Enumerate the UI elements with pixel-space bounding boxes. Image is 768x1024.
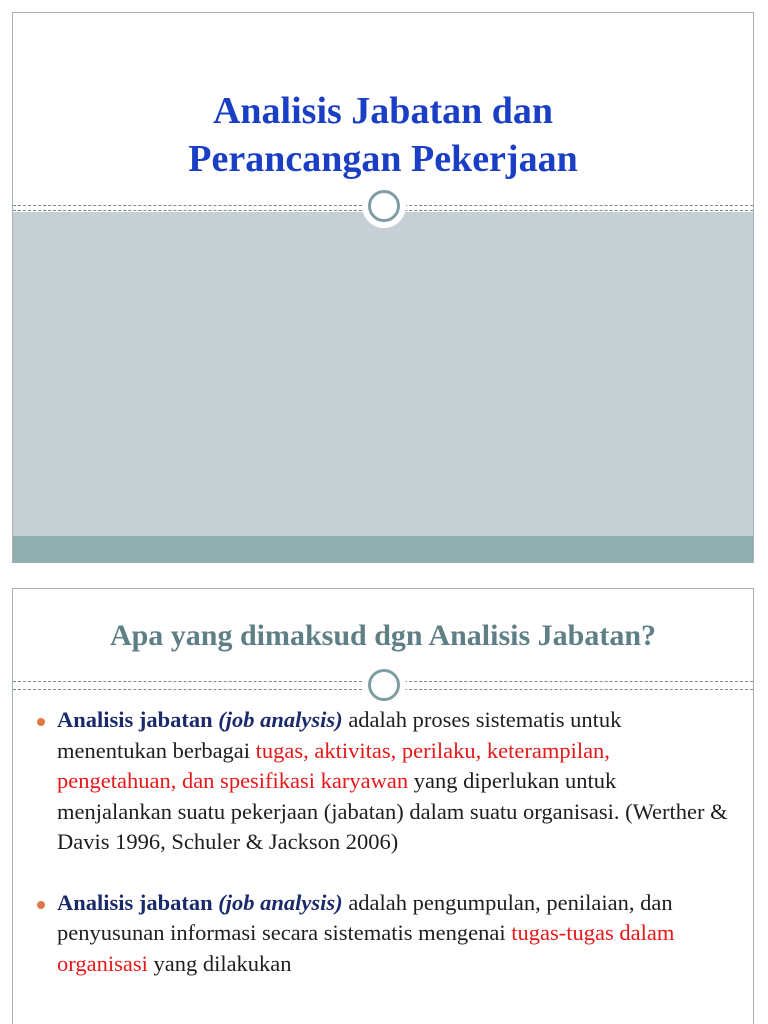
bullet-list [37,705,733,1009]
ring-ornament-icon [362,184,406,228]
bullet-dot-icon [37,718,45,726]
title-end: ? [641,619,657,652]
title-line-1: Analisis Jabatan dan [212,90,553,132]
term [57,890,343,915]
list-item [37,888,733,980]
title-bold: Analisis Jabatan [428,619,642,652]
title-line-2: Perancangan Pekerjaan [188,138,578,180]
content-slide [12,588,754,1024]
highlight-text: tugas, aktivitas, perilaku, keterampilan, pengetahuan, dan spesifikasi karyawan [57,737,610,793]
title-plain: Apa yang dimaksud dgn [109,619,429,652]
body-text: adalah pengumpulan, penilaian, dan penyusunan informasi secara sistematis mengenai [57,889,673,945]
body-text: yang dilakukan [147,950,292,976]
term [57,707,343,732]
slide-title [13,617,753,655]
bullet-dot-icon [37,901,45,909]
term-italic: (job analysis) [218,889,343,915]
term-text: Analisis jabatan [57,707,219,732]
term-text: Analisis jabatan [57,889,219,915]
ring-ornament-icon [362,663,406,707]
footer-band [13,536,753,563]
highlight-text: tugas-tugas dalam organisasi [57,920,675,976]
slide-title [13,87,753,183]
title-slide [12,12,754,563]
term-italic: (job analysis) [218,707,343,732]
body-text: adalah proses sistematis untuk menentukan berbagai [57,707,622,763]
body-text: yang diperlukan untuk menjalankan suatu pekerjaan (jabatan) dalam suatu organisasi. (Werther & Davis 1996, Schuler & Jackson 2006) [57,768,728,854]
slide-body-area [13,212,753,536]
list-item [37,705,733,858]
